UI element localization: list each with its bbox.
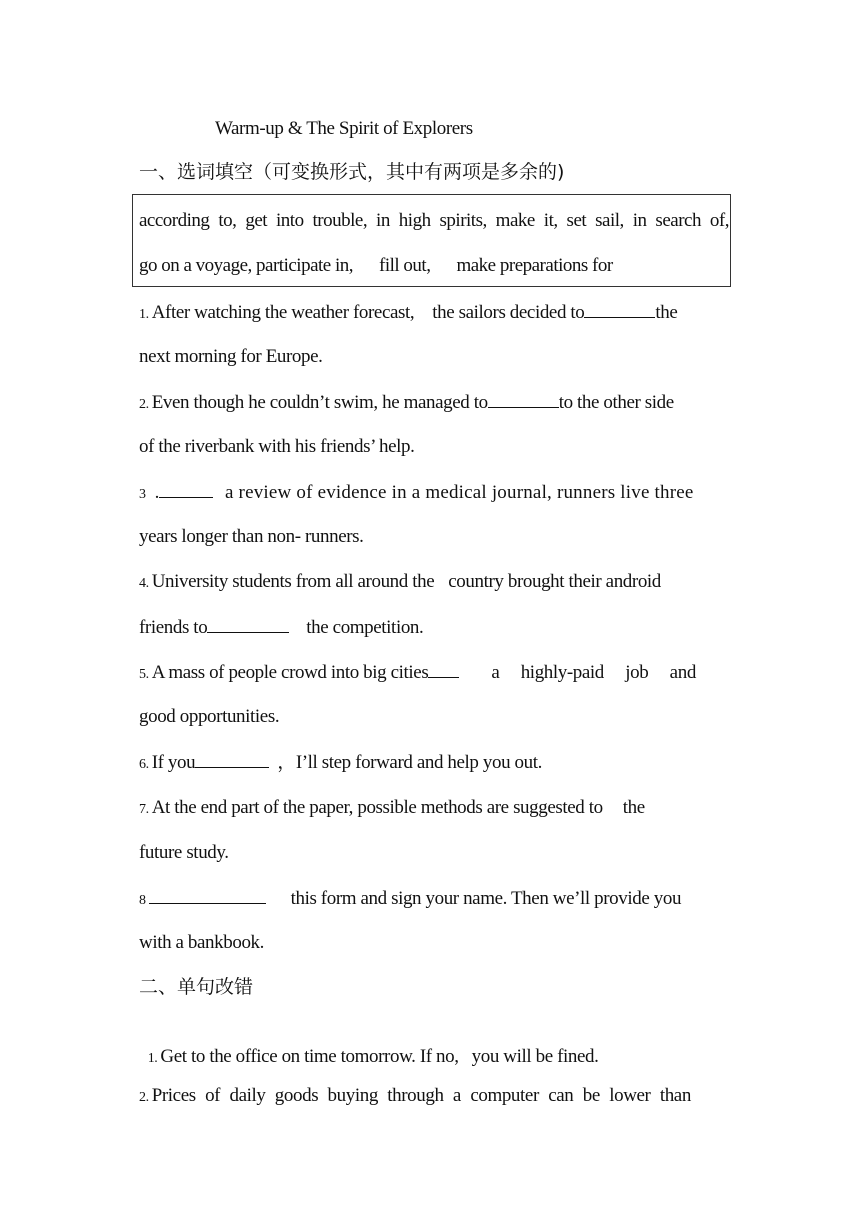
question-7-cont: future study. — [139, 842, 229, 863]
word-box-phrases-c: make preparations for — [456, 255, 613, 276]
question-text: the competition. — [306, 617, 424, 638]
answer-blank[interactable] — [195, 750, 269, 768]
question-text: the — [655, 302, 678, 323]
question-5-cont: good opportunities. — [139, 706, 280, 727]
question-text: A mass of people crowd into big cities — [151, 662, 429, 683]
question-text: After watching the weather forecast, — [151, 302, 415, 323]
word-box-phrases-a: go on a voyage, participate in, — [139, 255, 354, 276]
answer-blank[interactable] — [159, 480, 213, 498]
question-number: 6. — [139, 757, 149, 772]
question-text: If you — [151, 752, 196, 773]
question-number: 3 — [139, 487, 146, 502]
question-number: 4. — [139, 576, 149, 591]
question-number: 8 — [139, 893, 146, 908]
question-number: 7. — [139, 802, 149, 817]
question-text: At the end part of the paper, possible methods are suggested to — [151, 797, 603, 818]
answer-blank[interactable] — [584, 300, 655, 318]
question-3 — [139, 480, 732, 507]
section1-heading: 一、选词填空（可变换形式，其中有两项是多余的) — [139, 161, 565, 183]
question-4-cont — [139, 615, 732, 640]
question-number: 5. — [139, 667, 149, 682]
page-title: Warm-up & The Spirit of Explorers — [215, 118, 473, 139]
word-box-phrases-b: fill out, — [379, 255, 431, 276]
word-box-line1: according to, get into trouble, in high spirits, make it, set sail, in search of, — [139, 210, 729, 231]
question-text: ，I’ll step forward and help you out. — [277, 752, 542, 773]
question-number: 2. — [139, 397, 149, 412]
question-2-cont: of the riverbank with his friends’ help. — [139, 436, 415, 457]
question-text: Get to the office on time tomorrow. If no, you will be fined. — [160, 1046, 599, 1067]
answer-blank[interactable] — [149, 886, 266, 904]
question-3-cont: years longer than non- runners. — [139, 526, 364, 547]
question-text: a review of evidence in a medical journal, runners live three — [224, 482, 694, 503]
question-text: to the other side — [558, 392, 674, 413]
section2-heading: 二、单句改错 — [139, 976, 254, 998]
question-8 — [139, 886, 732, 913]
question-1 — [139, 300, 732, 327]
question-7 — [139, 796, 732, 822]
question-text: country brought their android — [448, 571, 661, 592]
question-text: Prices of daily goods buying through a computer can be lower than — [151, 1085, 691, 1106]
question-text: friends to — [139, 617, 208, 638]
question-text: Even though he couldn’t swim, he managed to — [151, 392, 488, 413]
question-text: this form and sign your name. Then we’ll provide you — [290, 888, 682, 909]
correction-2 — [139, 1084, 732, 1110]
answer-blank[interactable] — [207, 615, 289, 633]
answer-blank[interactable] — [488, 390, 559, 408]
question-text: a highly-paid job and — [491, 662, 696, 683]
question-2 — [139, 390, 732, 417]
question-number: 1. — [139, 307, 149, 322]
question-text: . — [154, 482, 159, 503]
question-1-cont: next morning for Europe. — [139, 346, 323, 367]
answer-blank[interactable] — [428, 660, 459, 678]
question-6 — [139, 750, 732, 777]
question-text: the — [622, 797, 645, 818]
word-box-line2 — [139, 254, 729, 278]
correction-1 — [139, 1021, 732, 1071]
question-5 — [139, 660, 732, 687]
question-number: 2. — [139, 1090, 149, 1105]
question-4 — [139, 570, 732, 596]
question-number: 1. — [147, 1051, 158, 1066]
question-text: the sailors decided to — [432, 302, 585, 323]
word-box — [132, 194, 731, 287]
question-8-cont: with a bankbook. — [139, 932, 264, 953]
question-text: University students from all around the — [151, 571, 435, 592]
